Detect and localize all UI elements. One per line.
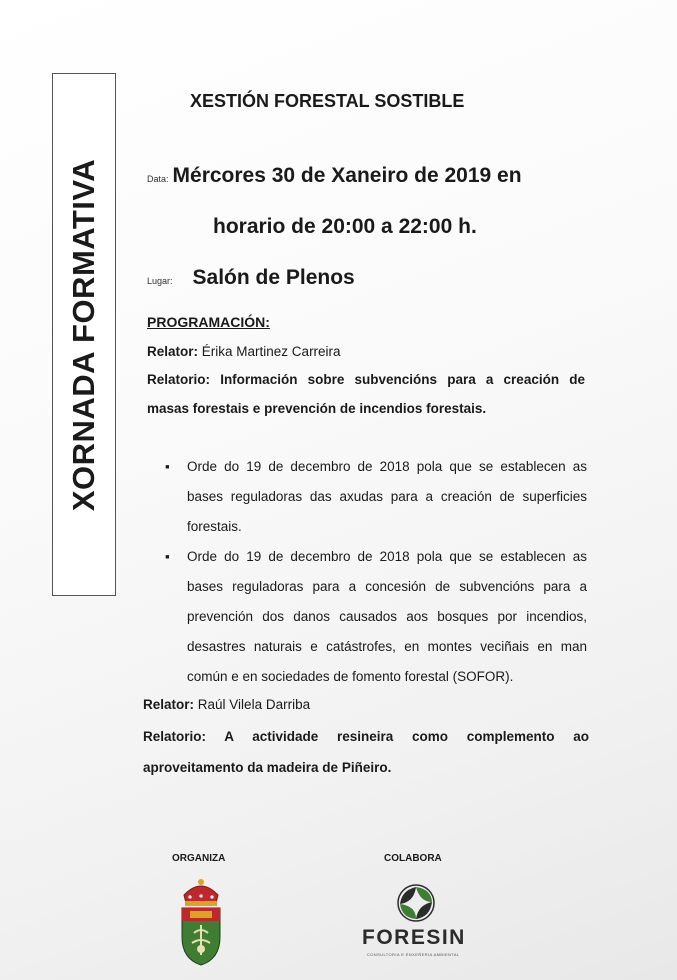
bullet-item-1 xyxy=(187,452,587,542)
relator-2-label: Relator: xyxy=(143,697,195,712)
place-line xyxy=(147,266,355,290)
relatorio-2-line-1 xyxy=(143,729,589,744)
bullet-1-line: bases reguladoras das axudas para a creación de superficies xyxy=(187,489,587,504)
date-label: Data: xyxy=(147,174,169,184)
relator-1 xyxy=(147,344,341,359)
relatorio-2-label: Relatorio: xyxy=(143,729,207,744)
relator-2 xyxy=(143,697,310,712)
side-banner-box xyxy=(52,73,116,596)
bullet-marker: ▪ xyxy=(165,459,170,474)
bullet-item-2 xyxy=(187,542,587,692)
relator-1-label: Relator: xyxy=(147,344,199,359)
place-label: Lugar: xyxy=(147,276,173,286)
programacion-heading: PROGRAMACIÓN: xyxy=(147,314,270,330)
bullet-marker: ▪ xyxy=(165,549,170,564)
municipal-coat-of-arms-icon xyxy=(176,875,226,967)
date-line-2: horario de 20:00 a 22:00 h. xyxy=(213,215,477,238)
relatorio-1-line-2: masas forestais e prevención de incendios forestais. xyxy=(147,401,487,416)
colabora-label: COLABORA xyxy=(384,853,442,864)
bullet-2-line: desastres naturais e catástrofes, en montes veciñais en man xyxy=(187,639,587,654)
relatorio-1-label: Relatorio: xyxy=(147,372,211,387)
side-banner-text: XORNADA FORMATIVA xyxy=(66,158,101,511)
bullet-1-line: Orde do 19 de decembro de 2018 pola que se establecen as xyxy=(187,459,587,474)
relatorio-2-line-2: aproveitamento da madeira de Piñeiro. xyxy=(143,760,392,775)
place-value: Salón de Plenos xyxy=(192,266,355,289)
bullet-1-line: forestais. xyxy=(187,519,242,534)
foresin-leaf-logo-icon xyxy=(396,884,436,922)
relatorio-1-text-1: Información sobre subvencións para a creación de xyxy=(220,372,585,387)
bullet-2-line: bases reguladoras para a concesión de subvencións para a xyxy=(187,579,587,594)
relator-1-name: Érika Martinez Carreira xyxy=(201,344,341,359)
relator-2-name: Raúl Vilela Darriba xyxy=(197,697,311,712)
bullet-2-line: Orde do 19 de decembro de 2018 pola que se establecen as xyxy=(187,549,587,564)
foresin-tagline: CONSULTORIA E ENXEÑERIA AMBIENTAL xyxy=(367,952,460,957)
page-title: XESTIÓN FORESTAL SOSTIBLE xyxy=(190,91,465,111)
foresin-wordmark: FORESIN xyxy=(362,926,466,949)
bullet-2-line: común e en sociedades de fomento forestal (SOFOR). xyxy=(187,669,514,684)
relatorio-2-text-1: A actividade resineira como complemento ao xyxy=(224,729,590,744)
date-value: Mércores 30 de Xaneiro de 2019 en xyxy=(172,164,522,187)
relatorio-1-line-1 xyxy=(147,372,585,387)
organiza-label: ORGANIZA xyxy=(172,853,226,864)
bullet-2-line: prevención dos danos causados aos bosques por incendios, xyxy=(187,609,587,624)
date-line-1 xyxy=(147,164,522,188)
